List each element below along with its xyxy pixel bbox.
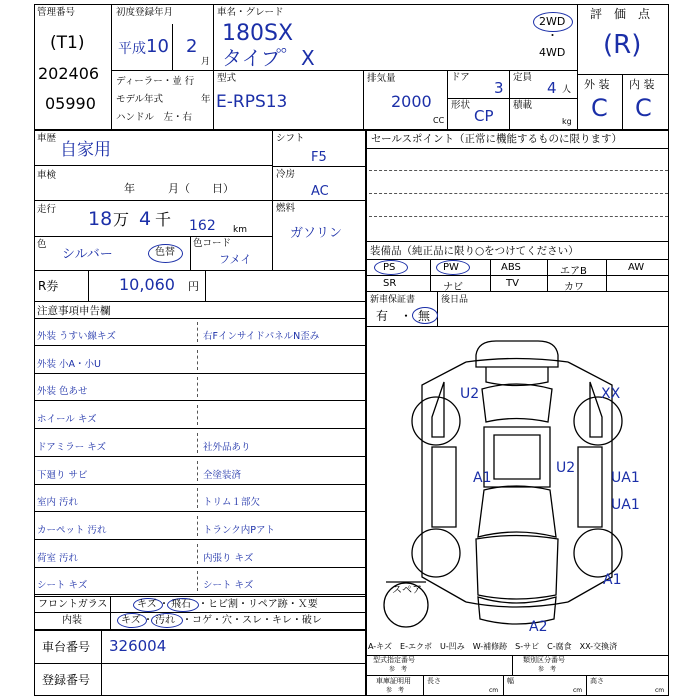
- height-label: 高さ: [590, 677, 604, 685]
- equip-navi: ナビ: [443, 282, 463, 293]
- note-right: 内張り キズ: [203, 552, 254, 564]
- mileage-18: 18: [88, 208, 113, 230]
- divider: [447, 98, 577, 99]
- divider: [34, 200, 272, 201]
- divider: [34, 663, 365, 664]
- divider: [111, 70, 577, 71]
- drive-2wd: 2WD: [539, 15, 566, 28]
- divider: [190, 236, 191, 270]
- divider: [34, 236, 272, 237]
- sales-points-label: セールスポイント（正常に機能するものに限ります）: [371, 133, 623, 145]
- displacement-label: 排気量: [367, 73, 396, 84]
- divider: [369, 170, 668, 171]
- note-row: [35, 513, 365, 540]
- equip-leather: カワ: [564, 282, 584, 293]
- month-unit: 月: [201, 57, 211, 67]
- note-divider: [197, 322, 198, 342]
- model-year-label: モデル年式: [116, 94, 164, 105]
- note-divider: [197, 516, 198, 536]
- divider: [447, 70, 448, 129]
- note-left: 下廻り サビ: [37, 469, 88, 481]
- divider: [110, 596, 111, 629]
- divider: [365, 675, 669, 676]
- divider: [490, 259, 491, 291]
- int-grade: C: [635, 94, 652, 122]
- note-right: トランク内Pアト: [203, 524, 276, 536]
- shift: F5: [311, 150, 327, 165]
- divider: [34, 270, 365, 271]
- note-row: [35, 541, 365, 568]
- mgmt-label: 管理番号: [37, 7, 76, 18]
- man-unit: 万: [113, 210, 130, 229]
- fuel-label: 燃料: [276, 203, 296, 214]
- note-row: [35, 458, 365, 485]
- warranty-value: 有 ・: [376, 309, 413, 323]
- shift-label: シフト: [276, 133, 305, 144]
- notes-label: 注意事項申告欄: [37, 305, 111, 317]
- warranty-circled: 無: [418, 309, 431, 323]
- front-dot: ・: [159, 599, 169, 610]
- class-number-label: 類別区分番号: [523, 656, 565, 664]
- note-left: カーペット 汚れ: [37, 524, 107, 536]
- int-dot: ・: [143, 615, 153, 626]
- note-right: トリム１部欠: [203, 497, 261, 509]
- divider: [34, 596, 365, 597]
- equip-airbag: エアB: [560, 266, 587, 277]
- note-left: ホイール キズ: [37, 414, 97, 426]
- divider: [369, 193, 668, 194]
- color: シルバー: [62, 247, 113, 262]
- divider: [88, 270, 89, 301]
- note-right: 右FインサイドパネルN歪み: [203, 331, 320, 342]
- front-kizu: キズ: [137, 599, 157, 610]
- front-tobiishi: 飛石: [171, 599, 191, 610]
- equip-aw: AW: [628, 262, 645, 273]
- int-yogore: 汚れ: [155, 615, 175, 626]
- divider: [205, 270, 206, 301]
- front-rest: ・ヒビ割・リペア跡・Ｘ要: [198, 599, 318, 610]
- divider: [34, 612, 365, 613]
- note-row: [35, 374, 365, 401]
- note-right: 全塗装済: [203, 469, 242, 481]
- divider: [365, 241, 669, 242]
- spare-label: スペア: [392, 585, 422, 596]
- divider: [577, 4, 578, 129]
- shape: CP: [474, 107, 494, 125]
- history-value: 自家用: [60, 140, 111, 160]
- inspection-template: 年 月（ 日）: [124, 182, 234, 195]
- note-left: 外装 小A・小U: [37, 358, 101, 370]
- handle-label: ハンドル 左・右: [116, 112, 193, 123]
- kg-unit: kg: [562, 117, 572, 126]
- note-left: 室内 汚れ: [37, 497, 79, 509]
- divider: [423, 675, 424, 696]
- divider: [272, 166, 365, 167]
- front-glass-label: フロントガラス: [38, 599, 108, 610]
- note-row: [35, 402, 365, 429]
- dealer-label: ディーラー・並 行: [116, 76, 195, 87]
- note-divider: [197, 544, 198, 564]
- divider: [34, 129, 669, 131]
- divider: [101, 629, 102, 696]
- cc-unit: CC: [433, 116, 445, 125]
- width-unit: cm: [573, 687, 583, 694]
- drive-4wd: 4WD: [539, 46, 566, 59]
- person-unit: 人: [562, 85, 572, 95]
- year-unit: 年: [201, 94, 211, 105]
- int-kizu: キズ: [121, 615, 141, 626]
- divider: [365, 275, 669, 276]
- divider: [512, 655, 513, 675]
- type-designation-ref: 参 考: [389, 666, 408, 673]
- equip-sr: SR: [383, 278, 397, 289]
- mileage-label: 走行: [37, 204, 57, 215]
- drive-dot: ・: [547, 29, 558, 42]
- class-number-ref: 参 考: [538, 666, 557, 673]
- mgmt-num2: 05990: [45, 94, 96, 113]
- note-left: ドアミラー キズ: [37, 441, 107, 453]
- divider: [437, 291, 438, 326]
- note-right: 社外品あり: [203, 441, 251, 453]
- mgmt-code: (T1): [50, 33, 85, 53]
- length-unit: cm: [489, 687, 499, 694]
- car-name-label: 車名・グレード: [217, 7, 284, 18]
- divider: [365, 148, 669, 149]
- r-ticket-value: 10,060: [119, 275, 175, 294]
- color-change: 色替: [155, 247, 175, 258]
- door-label: ドア: [451, 72, 470, 83]
- history-label: 車歴: [37, 133, 57, 144]
- height-unit: cm: [655, 687, 665, 694]
- divider: [34, 165, 272, 166]
- note-divider: [197, 571, 198, 591]
- divider: [586, 675, 587, 696]
- mileage-4: 4: [139, 208, 152, 230]
- r-ticket-unit: 円: [188, 280, 199, 293]
- divider: [34, 629, 365, 631]
- inspection-label: 車検: [37, 170, 57, 181]
- note-left: 外装 うすい線キズ: [37, 331, 116, 342]
- note-row: [35, 430, 365, 457]
- fuel: ガソリン: [290, 226, 343, 241]
- note-row: [35, 319, 365, 346]
- divider: [365, 259, 669, 260]
- divider: [111, 4, 112, 129]
- note-divider: [197, 405, 198, 425]
- mark-rear-left: U2: [460, 386, 480, 402]
- divider: [577, 74, 669, 75]
- color-label: 色: [37, 239, 47, 250]
- note-divider: [197, 461, 198, 481]
- mark-front-right: A1: [603, 572, 622, 588]
- ac-label: 冷房: [276, 169, 296, 180]
- divider: [363, 70, 364, 129]
- divider: [213, 4, 214, 129]
- mark-front: A2: [529, 619, 548, 635]
- ac: AC: [311, 184, 329, 199]
- note-left: 外装 色あせ: [37, 386, 88, 398]
- reg-number-label: 登録番号: [42, 673, 91, 687]
- ext-label: 外 装: [584, 78, 610, 91]
- doors: 3: [494, 79, 504, 97]
- equip-tv: TV: [506, 278, 519, 289]
- note-divider: [197, 433, 198, 453]
- mark-right-side-1: UA1: [611, 470, 640, 486]
- km-unit: km: [233, 225, 247, 235]
- mileage-162: 162: [189, 218, 216, 234]
- type-designation-label: 型式指定番号: [373, 656, 415, 664]
- damage-legend: A-キズ E-エクボ U-凹み W-補修跡 S-サビ C-腐食 XX-交換済: [368, 642, 618, 651]
- mark-left-side: A1: [473, 470, 492, 486]
- divider: [430, 259, 431, 291]
- note-divider: [197, 488, 198, 508]
- car-grade: タイプ゜X: [222, 46, 315, 70]
- shape-label: 形状: [451, 100, 471, 111]
- r-ticket-label: R券: [38, 279, 59, 293]
- int-rest: ・コゲ・穴・スレ・キレ・破レ: [182, 615, 322, 626]
- chassis-label: 車台番号: [42, 640, 91, 654]
- warranty-label: 新車保証書: [370, 295, 416, 305]
- interior-label: 内装: [62, 615, 82, 626]
- chassis-value: 326004: [109, 637, 167, 655]
- note-row: [35, 347, 365, 374]
- car-name: 180SX: [222, 21, 294, 46]
- score-label: 評 価 点: [590, 7, 651, 21]
- model-code: E-RPS13: [216, 92, 288, 112]
- divider: [365, 291, 669, 292]
- note-divider: [197, 377, 198, 397]
- divider: [369, 216, 668, 217]
- capacity: 4: [547, 79, 557, 97]
- reception-label: 後日品: [441, 295, 469, 305]
- reg-month: 2: [186, 36, 198, 57]
- note-left: シート キズ: [37, 580, 88, 592]
- equipment-label: 装備品（純正品に限り○をつけてください）: [370, 245, 579, 257]
- width-label: 幅: [507, 677, 514, 685]
- displacement: 2000: [391, 92, 432, 111]
- color-code: フメイ: [219, 253, 252, 266]
- load-label: 積載: [513, 100, 533, 111]
- color-code-label: 色コード: [193, 238, 232, 249]
- divider: [503, 675, 504, 696]
- score: (R): [603, 30, 642, 60]
- note-right: シート キズ: [203, 580, 254, 592]
- model-label: 型式: [217, 73, 237, 84]
- first-reg-label: 初度登録年月: [116, 7, 174, 18]
- vehicle-cert-label: 車庫証明用: [376, 677, 411, 685]
- divider: [34, 301, 365, 302]
- equip-ps: PS: [383, 262, 396, 273]
- note-row: [35, 568, 365, 595]
- mark-rear-right: XX: [601, 386, 621, 402]
- vehicle-cert-ref: 参 考: [386, 687, 405, 694]
- reg-year: 10: [146, 36, 169, 57]
- mgmt-num1: 202406: [38, 64, 100, 83]
- mark-right-side-2: UA1: [611, 497, 640, 513]
- note-left: 荷室 汚れ: [37, 552, 79, 564]
- divider: [622, 74, 623, 129]
- era: 平成: [118, 41, 146, 57]
- divider: [272, 200, 365, 201]
- int-label: 内 装: [629, 78, 655, 91]
- ext-grade: C: [591, 94, 608, 122]
- length-label: 長さ: [427, 677, 441, 685]
- equip-abs: ABS: [501, 262, 521, 273]
- mark-roof: U2: [556, 460, 576, 476]
- divider: [606, 259, 607, 291]
- divider: [509, 70, 510, 129]
- sen-unit: 千: [155, 210, 172, 229]
- note-divider: [197, 350, 198, 370]
- equip-pw: PW: [443, 262, 459, 273]
- capacity-label: 定員: [513, 72, 533, 83]
- note-row: [35, 485, 365, 512]
- divider: [547, 259, 548, 291]
